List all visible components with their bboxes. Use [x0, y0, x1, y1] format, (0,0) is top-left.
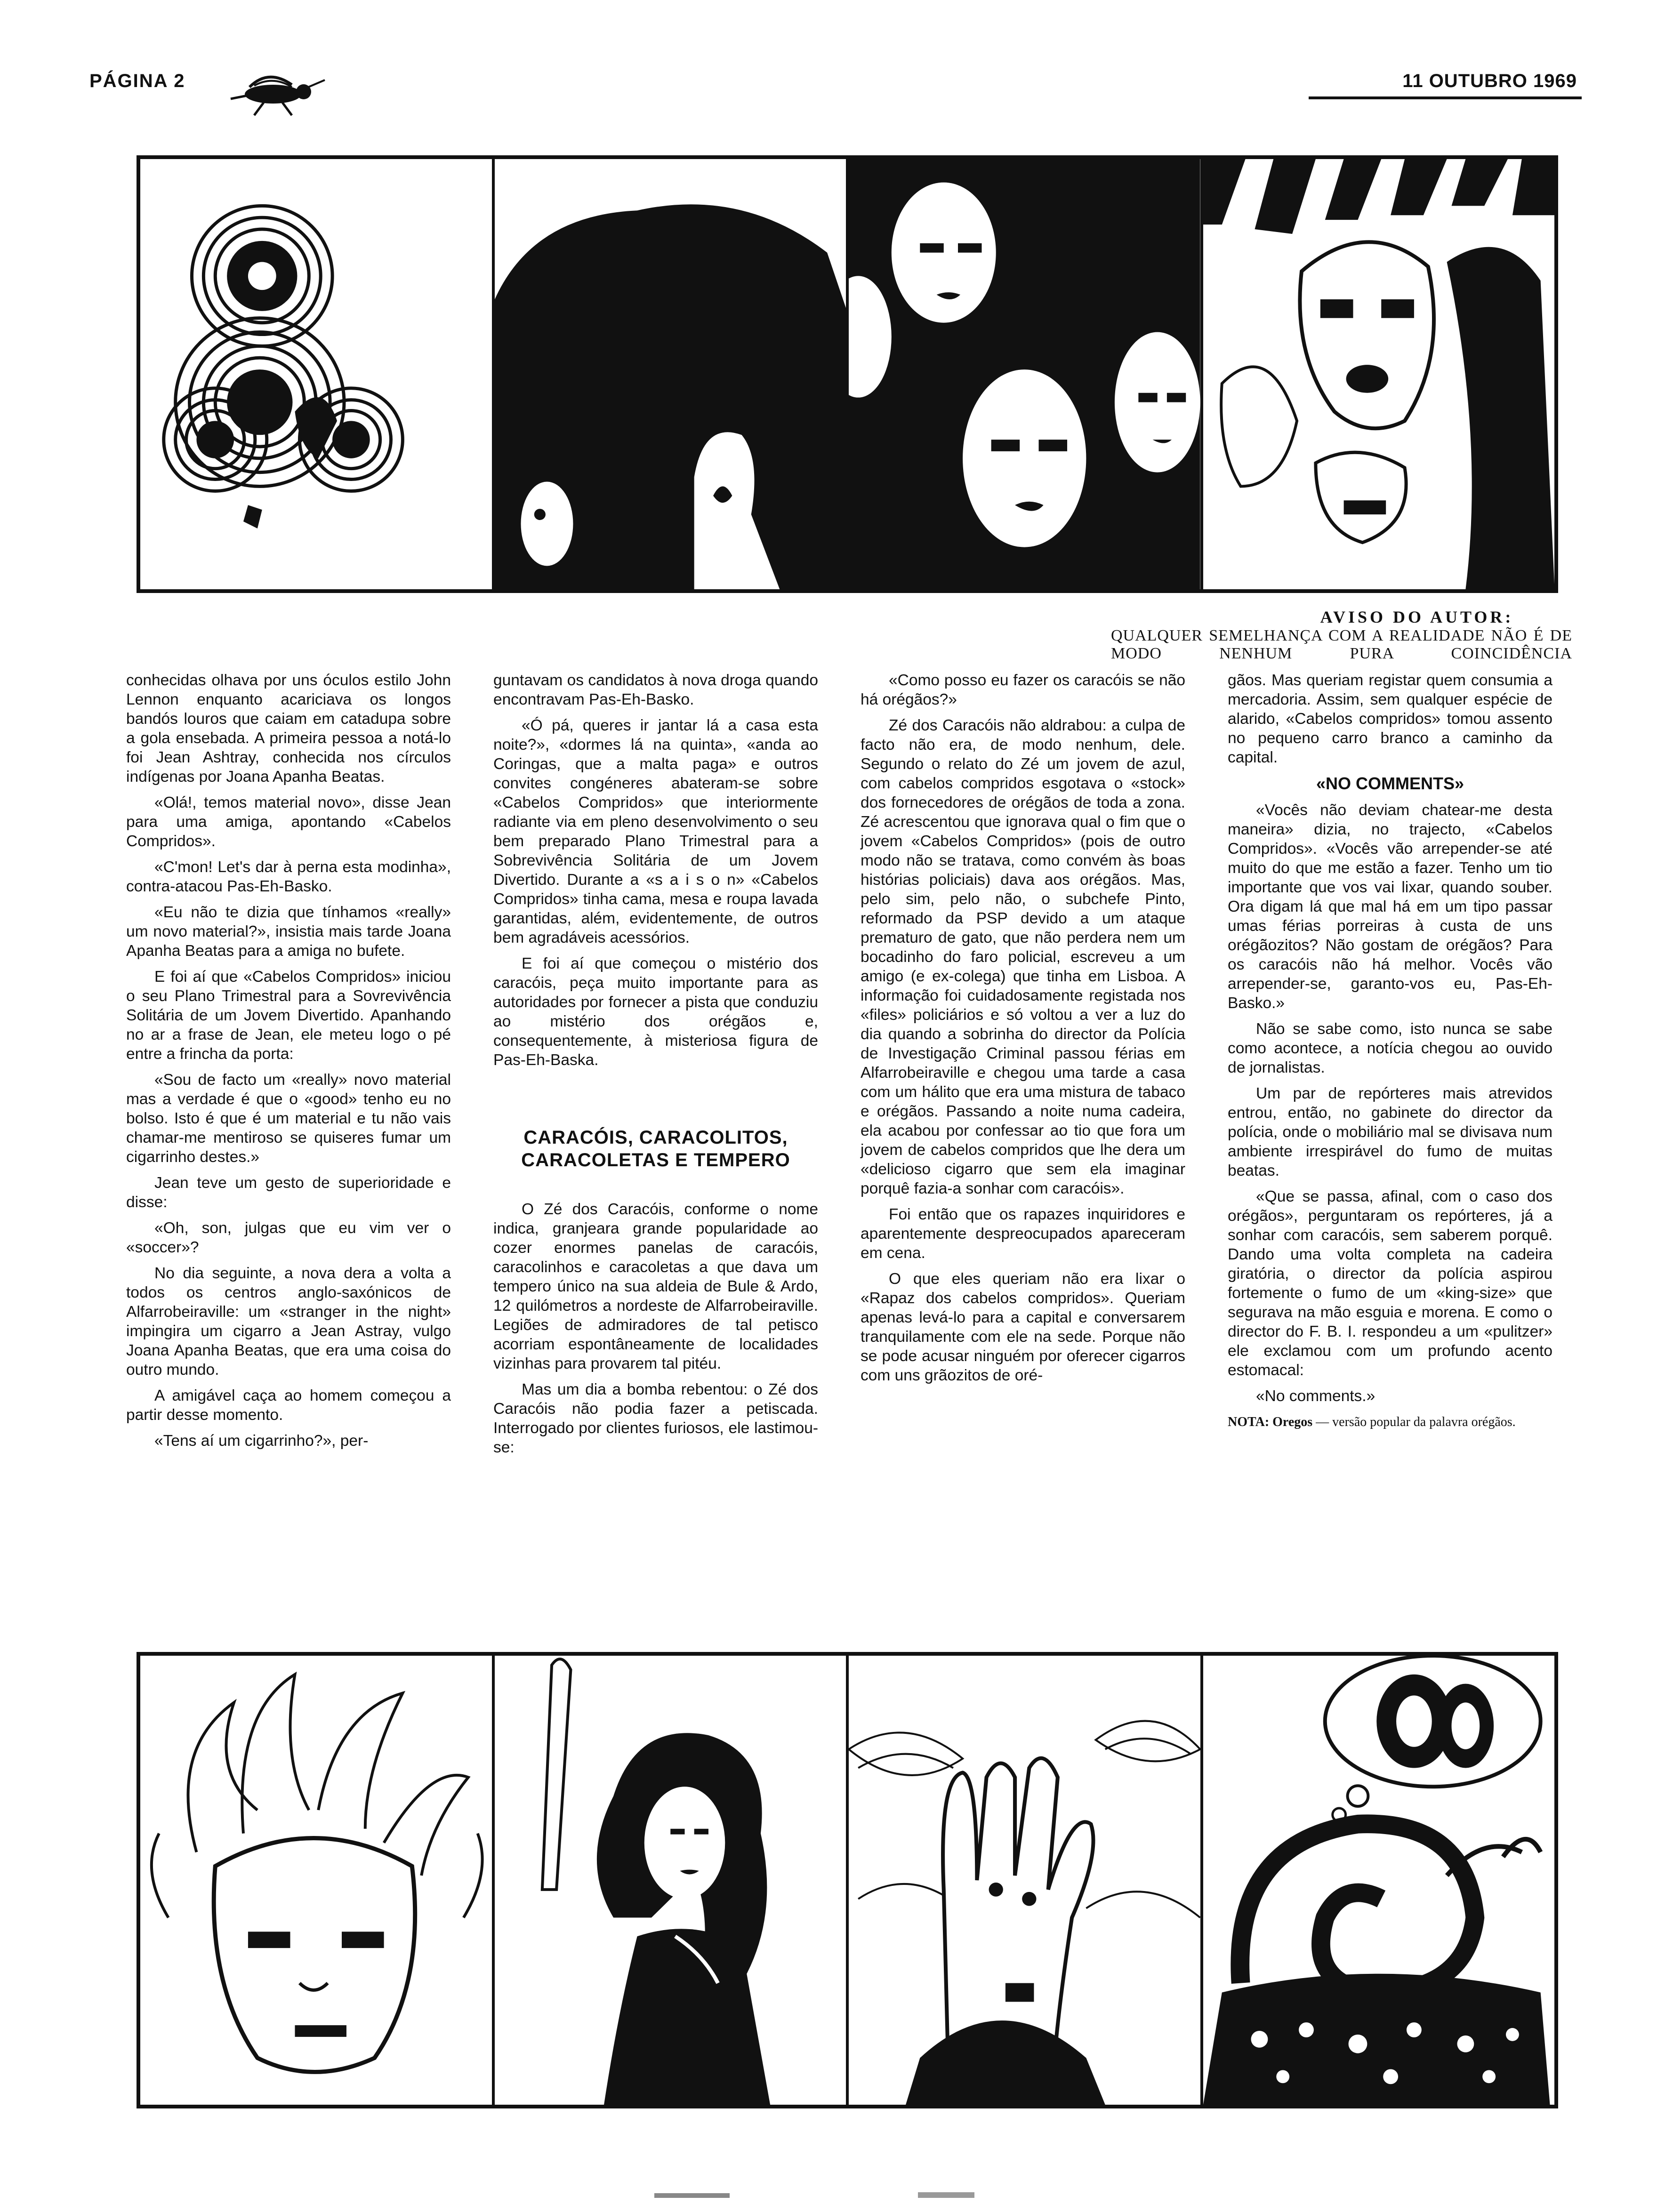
illustration-snail-dream	[1203, 1656, 1555, 2105]
paragraph: «C'mon! Let's dar à perna esta modinha», contra-atacou Pas-Eh-Basko.	[126, 858, 451, 895]
top-illustration-strip	[137, 155, 1558, 593]
paragraph: gãos. Mas queriam registar quem consumia a mercadoria. Assim, sem qualquer espécie de alarido, «Cabelos compridos» tomou assento no pequeno carro branco a caminho da capital.	[1228, 672, 1552, 766]
paragraph: No dia seguinte, a nova dera a volta a todos os centros anglo-saxónicos de Alfarrobeiraville: um «stranger in the night» impingira um cigarro a Jean Astray, vulgo Joana Apanha Beatas, que era uma coisa do outro mundo.	[126, 1265, 451, 1378]
footnote-label: NOTA: Oregos	[1228, 1415, 1313, 1429]
footnote-text: — versão popular da palavra orégãos.	[1312, 1415, 1516, 1429]
illustration-masks	[1203, 159, 1555, 589]
paragraph: O Zé dos Caracóis, conforme o nome indica, granjeara grande popularidade ao cozer enormes panelas de caracóis, caracolinhos e caracoletas a que dava um tempero único na sua aldeia de Bule & Ardo, 12 quilómetros a nordeste de Alfarrobeiraville. Legiões de admiradores de tal petisco acorriam espontâneamente de localidades vizinhas para provarem tal pitéu.	[493, 1201, 818, 1372]
illustration-dark-hair-woman	[495, 1656, 849, 2105]
paragraph: Um par de repórteres mais atrevidos entrou, então, no gabinete do director da polícia, onde o mobiliário mal se divisava num ambiente irrespirável do fumo de muitas beatas.	[1228, 1085, 1552, 1179]
paragraph: Mas um dia a bomba rebentou: o Zé dos Caracóis não podia fazer a petiscada. Interrogado por clientes furiosos, ele lastimou-se:	[493, 1381, 818, 1456]
paragraph: Foi então que os rapazes inquiridores e aparentemente despreocupados apareceram em cena.	[861, 1206, 1185, 1262]
paragraph: «Vocês não deviam chatear-me desta maneira» dizia, no trajecto, «Cabelos Compridos». «Vocês vão arrepender-se até muito do que me estão a fazer. Tenho um tio importante que vos vai lixar, quando souber. Ora digam lá que mal há em um tipo passar umas férias porreiras à custa de uns orégãozitos? Não gostam de orégãos? Para os caracóis não há melhor. Vocês vão arrepender-se, garanto-vos eu, Pas-Eh-Basko.»	[1228, 801, 1552, 1012]
header-rule	[1309, 96, 1582, 99]
paragraph: guntavam os candidatos à nova droga quando encontravam Pas-Eh-Basko.	[493, 672, 818, 708]
section-heading: «NO COMMENTS»	[1316, 774, 1464, 793]
paragraph: E foi aí que começou o mistério dos caracóis, peça muito importante para as autoridades por fornecer a pista que conduziu ao mistério dos orégãos e, consequentemente, à misteriosa figura de Pas-Eh-Baska.	[493, 955, 818, 1069]
fly-icon	[221, 66, 330, 118]
paragraph: E foi aí que «Cabelos Compridos» iniciou o seu Plano Trimestral para a Sovrevivência Solitária de um Jovem Divertido. Apanhando no ar a frase de Jean, ele meteu logo o pé entre a frincha da porta:	[126, 968, 451, 1063]
illustration-faces-collage	[849, 159, 1203, 589]
author-notice-body: QUALQUER SEMELHANÇA COM A REALIDADE NÃO É DE MODO NENHUM PURA COINCIDÊNCIA	[1111, 627, 1572, 662]
paragraph: «Ó pá, queres ir jantar lá a casa esta noite?», «dormes lá na quinta», «anda ao Coringas, que a malta paga» e outros convites congéneres abateram-se sobre «Cabelos Compridos» que interiormente radiante via em pleno desenvolvimento o seu bem preparado Plano Trimestral para a Sobrevivência Solitária de um Jovem Divertido. Durante a «s a i s o n» «Cabelos Compridos» tinha cama, mesa e roupa lavada garantidas, além, evidentemente, de outros bem agradáveis acessórios.	[493, 717, 818, 946]
article-column-4	[1228, 671, 1552, 1430]
illustration-concentric-circles	[140, 159, 495, 589]
paragraph: «Olá!, temos material novo», disse Jean para uma amiga, apontando «Cabelos Compridos».	[126, 794, 451, 850]
paragraph: «Oh, son, julgas que eu vim ver o «soccer»?	[126, 1219, 451, 1256]
paragraph: «Como posso eu fazer os caracóis se não há orégãos?»	[861, 672, 1185, 708]
paragraph: A amigável caça ao homem começou a partir desse momento.	[126, 1387, 451, 1424]
paragraph: «No comments.»	[1256, 1387, 1375, 1405]
section-heading: CARACÓIS, CARACOLITOS, CARACOLETAS E TEMPERO	[521, 1127, 790, 1170]
paragraph: Não se sabe como, isto nunca se sabe como acontece, a notícia chegou ao ouvido de jornalistas.	[1228, 1020, 1552, 1076]
author-notice-title: AVISO DO AUTOR:	[1320, 608, 1514, 626]
article-column-2	[493, 671, 818, 1464]
paragraph: O que eles queriam não era lixar o «Rapaz dos cabelos compridos». Queriam apenas levá-lo para a capital e conversarem tranquilamente com ele na sede. Porque não se pode acusar ninguém por oferecer cigarros com uns grãozitos de oré-	[861, 1270, 1185, 1384]
article-column-1	[126, 671, 451, 1457]
illustration-mask-flames	[140, 1656, 495, 2105]
illustration-hand-ornaments	[849, 1656, 1203, 2105]
author-notice	[1111, 607, 1572, 663]
paragraph: «Tens aí um cigarrinho?», per-	[154, 1432, 369, 1450]
print-specks	[654, 2188, 1040, 2203]
paragraph: conhecidas olhava por uns óculos estilo John Lennon enquanto acariciava os longos bandós louros que caiam em catadupa sobre a gola ensebada. A primeira pessoa a notá-lo foi Jean Ashtray, conhecida nos círculos indígenas por Joana Apanha Beatas.	[126, 672, 451, 785]
paragraph: Zé dos Caracóis não aldrabou: a culpa de facto não era, de modo nenhum, dele. Segundo o relato do Zé um jovem de azul, com cabelos compridos esgotava o «stock» dos fornecedores de orégãos de toda a zona. Zé acrescentou que ignorava qual o fim que o jovem «Cabelos Compridos» (pois de outro modo não se tratava, como convém às boas histórias policiais) dava aos orégãos. Mas, pelo sim, pelo não, o subchefe Pinto, reformado da PSP devido a um ataque prematuro de gato, que não perdera nem um bocadinho do faro policial, escreveu a um amigo (e ex-colega) que tinha em Lisboa. A informação foi cuidadosamente registada nos «files» policiários e só voltou a ver a luz do dia quando a sobrinha do director da Polícia de Investigação Criminal passou férias em Alfarrobeiraville e chegou uma tarde a casa com um hálito que era uma mistura de tabaco e orégãos. Passando a noite numa cadeira, ela acabou por confessar ao tio que fora um jovem de cabelos compridos que lhe dera um «delicioso cigarro que sem ela imaginar porquê fazia-a sonhar com caracóis».	[861, 717, 1185, 1197]
footnote	[1228, 1414, 1552, 1430]
paragraph: «Eu não te dizia que tínhamos «really» um novo material?», insistia mais tarde Joana Apanha Beatas para a amiga no bufete.	[126, 904, 451, 960]
illustration-afro-silhouettes	[495, 159, 849, 589]
page-number: PÁGINA 2	[89, 71, 185, 91]
paragraph: «Sou de facto um «really» novo material mas a verdade é que o «good» tenho eu no bolso. Isto é que é um material e tu não vais chamar-me mentiroso se quiseres fumar um cigarrinho destes.»	[126, 1071, 451, 1166]
paragraph: «Que se passa, afinal, com o caso dos orégãos», perguntaram os repórteres, já a sonhar com caracóis, sem saberem porquê. Dando uma volta completa na cadeira giratória, o director da polícia aspirou fortemente o fumo de um «king-size» que segurava na mão esguia e morena. E como o director do F. B. I. respondeu a um «pulitzer» ele exclamou com um profundo acento estomacal:	[1228, 1188, 1552, 1379]
issue-date: 11 OUTUBRO 1969	[1402, 71, 1577, 91]
bottom-illustration-strip	[137, 1652, 1558, 2108]
article-column-3	[861, 671, 1185, 1392]
paragraph: Jean teve um gesto de superioridade e disse:	[126, 1174, 451, 1211]
